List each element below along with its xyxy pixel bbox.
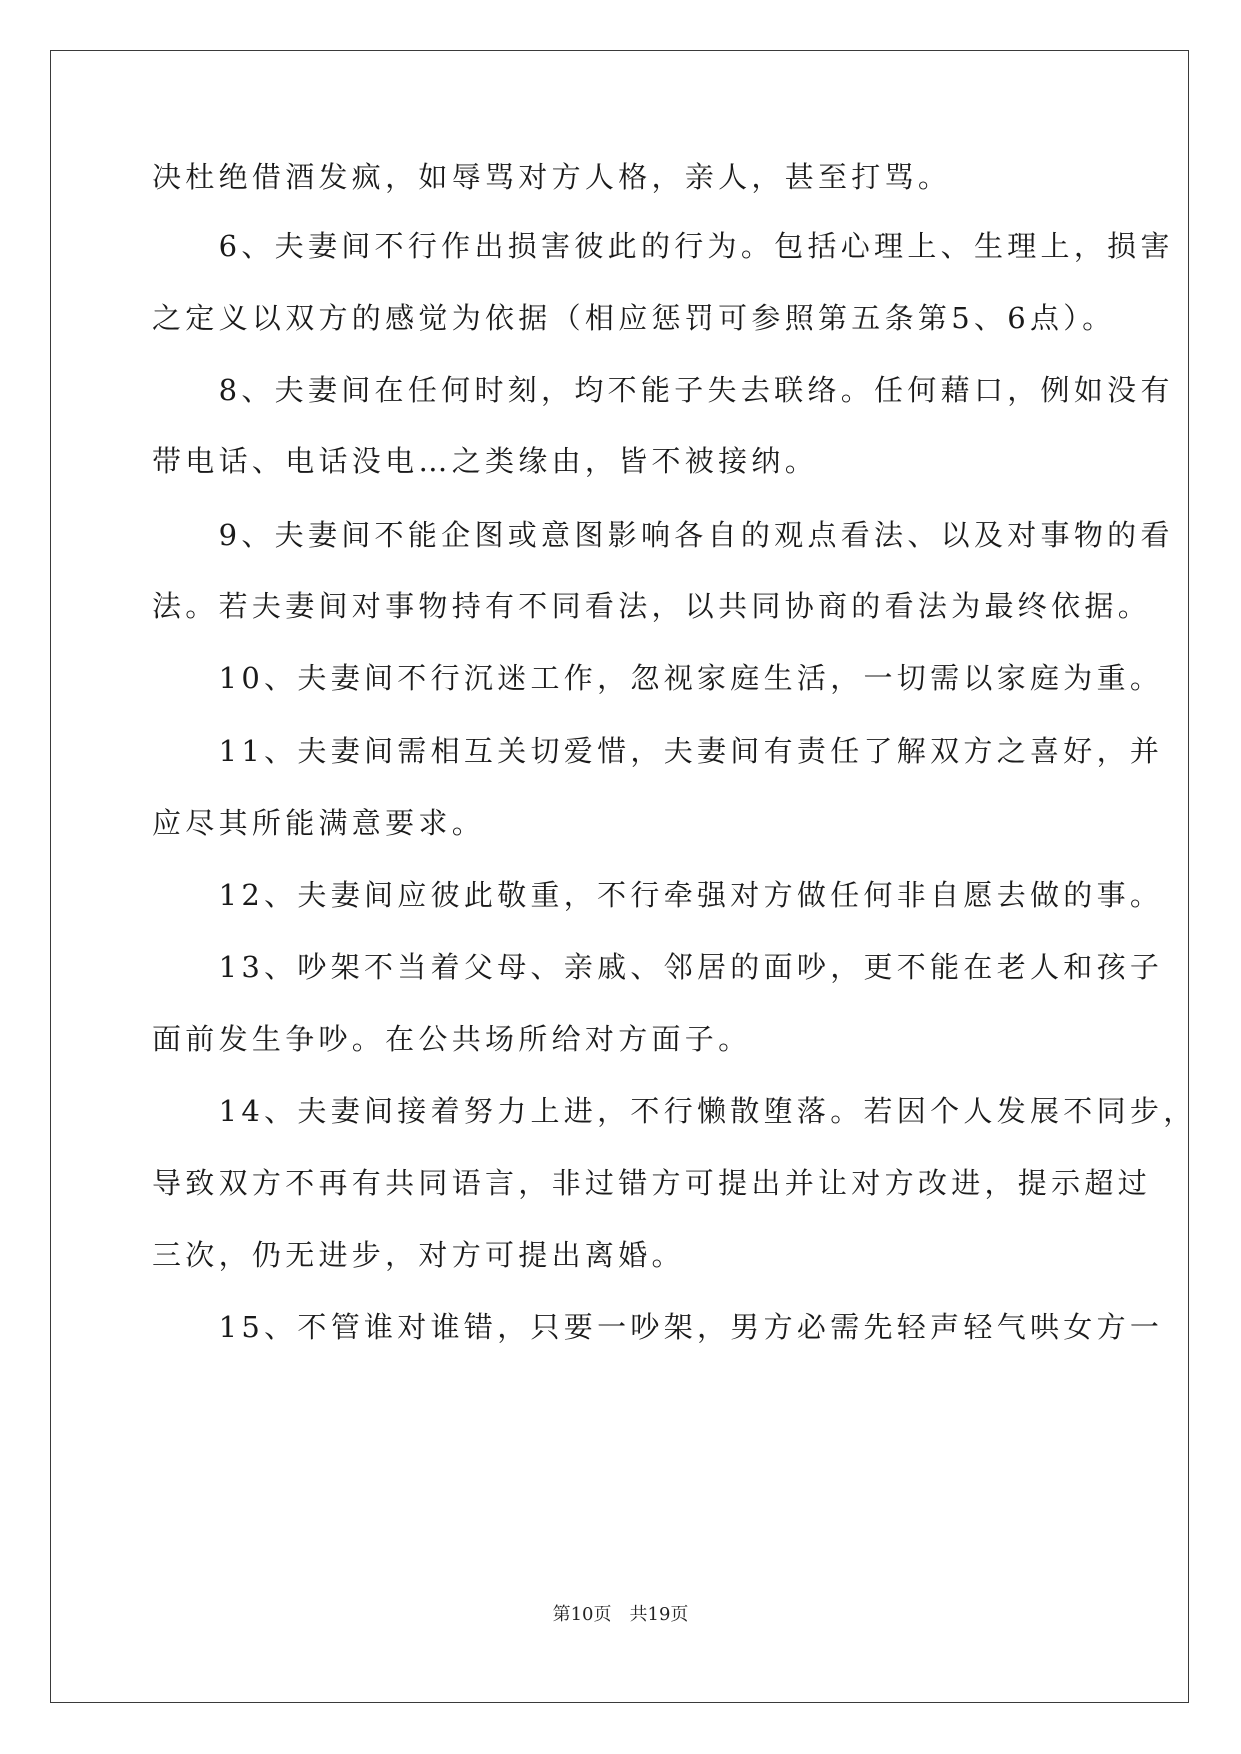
text-line: 10、夫妻间不行沉迷工作，忽视家庭生活，一切需以家庭为重。 [152,661,1164,695]
text-line: 13、吵架不当着父母、亲戚、邻居的面吵，更不能在老人和孩子 [152,950,1164,984]
text-line: 三次，仍无进步，对方可提出离婚。 [152,1238,685,1272]
text-line: 12、夫妻间应彼此敬重，不行牵强对方做任何非自愿去做的事。 [152,878,1164,912]
page-footer [0,1600,1241,1626]
text-line: 6、夫妻间不行作出损害彼此的行为。包括心理上、生理上，损害 [152,229,1174,263]
text-line: 9、夫妻间不能企图或意图影响各自的观点看法、以及对事物的看 [152,518,1174,552]
text-line: 14、夫妻间接着努力上进，不行懒散堕落。若因个人发展不同步， [152,1094,1197,1128]
text-line: 导致双方不再有共同语言，非过错方可提出并让对方改进，提示超过 [152,1166,1152,1200]
text-line: 8、夫妻间在任何时刻，均不能子失去联络。任何藉口，例如没有 [152,373,1174,407]
text-line: 法。若夫妻间对事物持有不同看法，以共同协商的看法为最终依据。 [152,589,1152,623]
text-line: 应尽其所能满意要求。 [152,806,486,840]
text-line: 15、不管谁对谁错，只要一吵架，男方必需先轻声轻气哄女方一 [152,1310,1164,1344]
text-line: 面前发生争吵。在公共场所给对方面子。 [152,1022,752,1056]
current-page-label: 第10页 [552,1604,612,1625]
text-line: 决杜绝借酒发疯，如辱骂对方人格，亲人，甚至打骂。 [152,160,952,194]
total-pages-label: 共19页 [629,1604,689,1625]
text-line: 11、夫妻间需相互关切爱惜，夫妻间有责任了解双方之喜好，并 [152,734,1164,768]
text-line: 之定义以双方的感觉为依据（相应惩罚可参照第五条第5、6点）。 [152,301,1116,335]
text-line: 带电话、电话没电…之类缘由，皆不被接纳。 [152,444,819,478]
